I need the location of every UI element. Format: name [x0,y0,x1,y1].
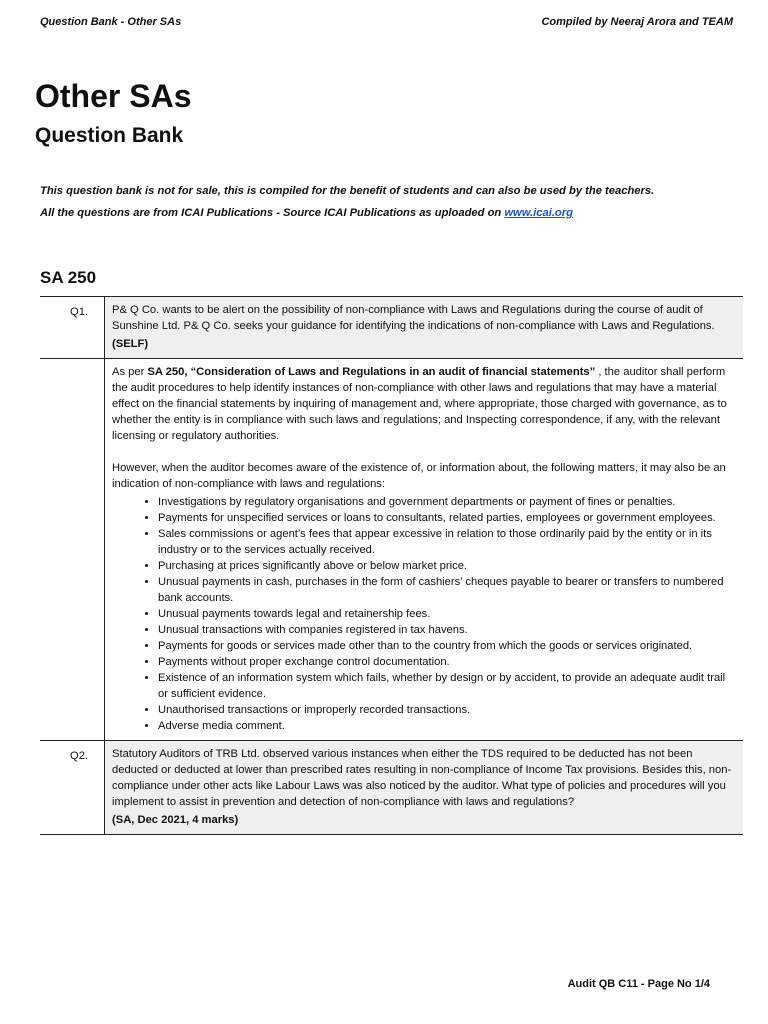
list-item: • Investigations by regulatory organisations and government departments or payment of fines or penalties. [158,494,737,510]
answer-paragraph-1 [112,364,737,444]
question-number-cell [40,297,105,359]
answer-p1-bold: SA 250, “Consideration of Laws and Regulations in an audit of financial statements” [147,366,596,378]
list-item: • Payments for goods or services made other than to the country from which the goods or services originated. [158,638,737,654]
question-marks: (SELF) [112,338,149,350]
question-row [40,297,743,359]
notice-line-2 [40,202,750,224]
question-cell [105,741,744,835]
question-number: Q1. [70,306,89,318]
notice-line-1: This question bank is not for sale, this is compiled for the benefit of students and can also be used by the teachers. [40,185,655,197]
answer-row [40,359,743,741]
usage-notice [40,180,750,224]
list-item: • Payments without proper exchange control documentation. [158,654,737,670]
list-item: • Purchasing at prices significantly above or below market price. [158,558,737,574]
running-header-left: Question Bank - Other SAs [40,16,182,28]
list-item: • Unusual payments in cash, purchases in the form of cashiers’ cheques payable to bearer or transfers to numbered bank accounts. [158,574,737,606]
list-item: • Unauthorised transactions or improperly recorded transactions. [158,702,737,718]
list-item: • Sales commissions or agent’s fees that appear excessive in relation to those ordinarily paid by the entity or in its industry or to the services actually received. [158,526,737,558]
page-footer: Audit QB C11 - Page No 1/4 [567,978,710,990]
icai-link[interactable]: www.icai.org [504,207,573,219]
question-text: P& Q Co. wants to be alert on the possibility of non-compliance with Laws and Regulations during the course of audit of Sunshine Ltd. P& Q Co. seeks your guidance for identifying the indications of non-compliance with Laws and Regulations. [112,304,715,332]
list-item: • Unusual payments towards legal and retainership fees. [158,606,737,622]
notice-line-2-text: All the questions are from ICAI Publications - Source ICAI Publications as uploaded on [40,207,505,219]
answer-number-cell [40,359,105,741]
answer-paragraph-2: However, when the auditor becomes aware of the existence of, or information about, the following matters, it may also be an indication of non-compliance with laws and regulations: [112,462,726,490]
question-row [40,741,743,835]
question-cell [105,297,744,359]
answer-cell [105,359,744,741]
question-number-cell [40,741,105,835]
list-item: • Payments for unspecified services or loans to consultants, related parties, employees or government employees. [158,510,737,526]
list-item: • Existence of an information system which fails, whether by design or by accident, to provide an adequate audit trail or sufficient evidence. [158,670,737,702]
question-text: Statutory Auditors of TRB Ltd. observed various instances when either the TDS required to be deducted has not been deducted or deducted at lower than prescribed rates resulting in non-compliance of Income Tax provisions. Besides this, non-compliance under other acts like Labour Laws was also noticed by the auditor. What type of policies and procedures will you implement to assist in prevention and detection of non-compliance with laws and regulations? [112,748,732,808]
indicator-list [112,494,737,734]
document-title: Other SAs [35,78,192,114]
answer-p1-rest: , the auditor shall perform the audit procedures to help identify instances of non-compliance with other laws and regulations that may have a material effect on the financial statements by inquiring of management and, where appropriate, those charged with governance, as to whether the entity is in compliance with such laws and regulations; and Inspecting correspondence, if any, with the relevant licensing or regulatory authorities. [112,366,727,442]
list-item: • Unusual transactions with companies registered in tax havens. [158,622,737,638]
list-item: • Adverse media comment. [158,718,737,734]
question-marks: (SA, Dec 2021, 4 marks) [112,814,239,826]
answer-p1-prefix: As per [112,366,148,378]
question-table [40,296,743,835]
running-header-right: Compiled by Neeraj Arora and TEAM [541,16,733,28]
section-title: SA 250 [40,268,97,287]
question-number: Q2. [70,750,89,762]
document-subtitle: Question Bank [35,124,184,147]
